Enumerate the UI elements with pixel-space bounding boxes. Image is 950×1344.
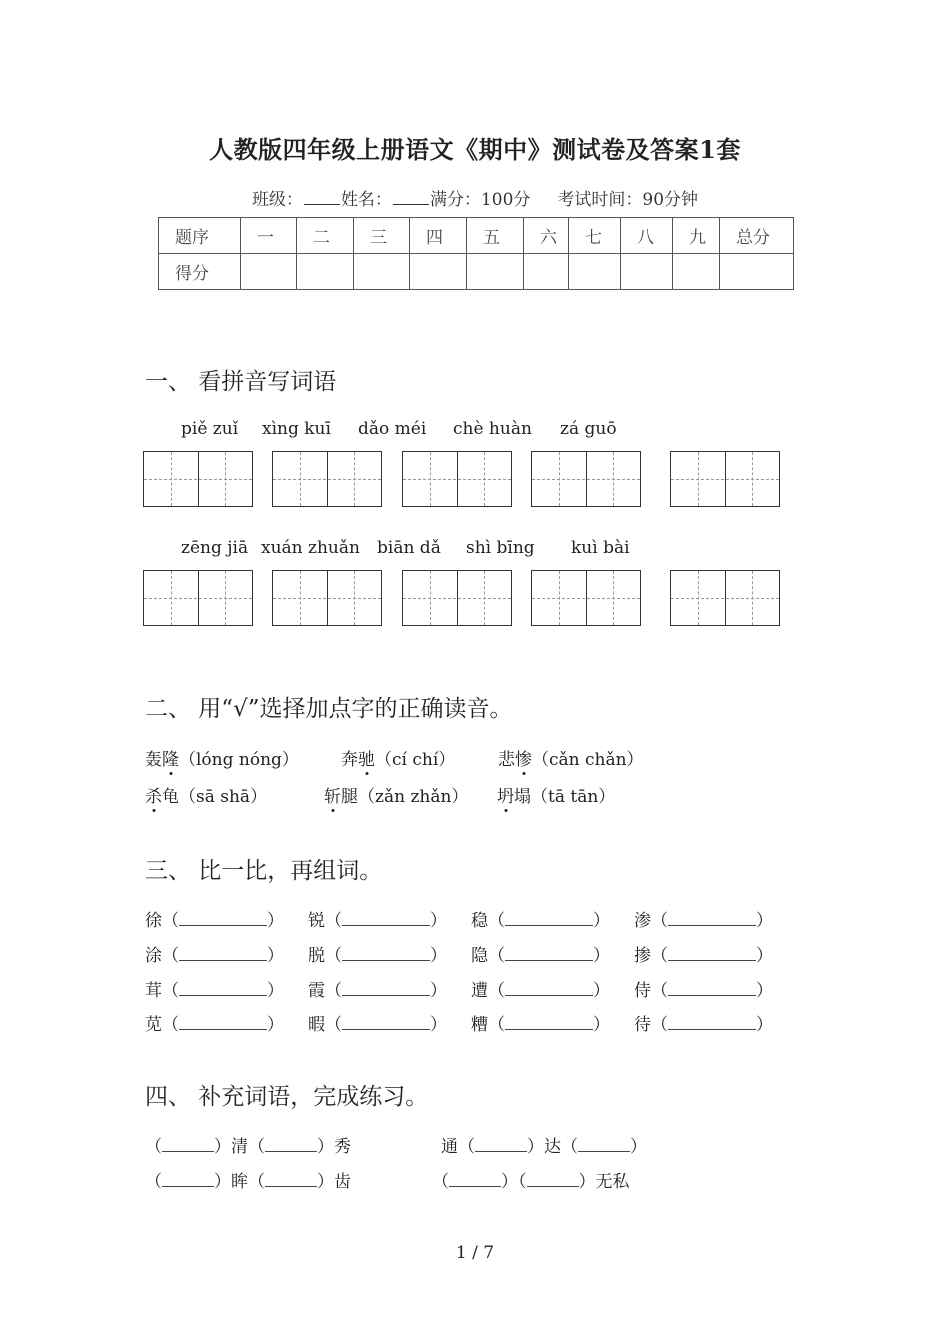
score-cell[interactable] bbox=[297, 254, 354, 290]
word-blank[interactable]: 糟（ ） bbox=[471, 1015, 610, 1035]
pinyin-label: kuì bài bbox=[571, 538, 630, 558]
dotted-char: 惨 bbox=[515, 745, 532, 770]
score-header-cell: 题序 bbox=[159, 218, 241, 254]
pinyin-label: chè huàn bbox=[453, 419, 532, 439]
score-cell[interactable] bbox=[569, 254, 621, 290]
score-header-cell: 三 bbox=[354, 218, 410, 254]
word-blank[interactable]: 脱（ ） bbox=[308, 946, 447, 966]
score-header-cell: 总分 bbox=[720, 218, 794, 254]
section-1-heading: 一、 看拼音写词语 bbox=[145, 369, 337, 395]
word-blank[interactable]: 霞（ ） bbox=[308, 981, 447, 1001]
pinyin-label: piě zuǐ bbox=[181, 419, 239, 439]
score-cell[interactable] bbox=[720, 254, 794, 290]
score-header-cell: 八 bbox=[621, 218, 673, 254]
section-4-heading: 四、 补充词语，完成练习。 bbox=[145, 1084, 429, 1110]
score-header-cell: 九 bbox=[673, 218, 720, 254]
word-blank[interactable]: 侍（ ） bbox=[634, 981, 773, 1001]
word-blank[interactable]: 暇（ ） bbox=[308, 1015, 447, 1035]
full-score: 满分：100分 bbox=[429, 190, 531, 210]
document-title: 人教版四年级上册语文《期中》测试卷及答案1套 bbox=[209, 135, 741, 164]
pinyin-label: zá guō bbox=[560, 419, 617, 439]
dotted-char: 隆 bbox=[162, 745, 179, 770]
idiom-blank[interactable]: （ ）眸（ ）齿 bbox=[145, 1172, 351, 1192]
reading-item[interactable]: 坍塌（tā tān） bbox=[497, 782, 615, 807]
word-blank[interactable]: 苋（ ） bbox=[145, 1015, 284, 1035]
word-blank[interactable]: 遭（ ） bbox=[471, 981, 610, 1001]
score-header-cell: 五 bbox=[467, 218, 524, 254]
word-blank[interactable]: 渗（ ） bbox=[634, 911, 773, 931]
word-blank[interactable]: 涂（ ） bbox=[145, 946, 284, 966]
writing-grid[interactable] bbox=[531, 570, 641, 626]
score-cell[interactable] bbox=[621, 254, 673, 290]
score-header-cell: 六 bbox=[524, 218, 569, 254]
pinyin-label: biān dǎ bbox=[377, 538, 441, 558]
section-2-heading: 二、 用“√”选择加点字的正确读音。 bbox=[145, 696, 513, 722]
exam-info bbox=[0, 185, 950, 210]
dotted-char: 斩 bbox=[324, 782, 341, 807]
writing-grid[interactable] bbox=[272, 451, 382, 507]
pinyin-label: shì bīng bbox=[466, 538, 535, 558]
pinyin-label: xuán zhuǎn bbox=[261, 538, 360, 558]
exam-time: 考试时间：90分钟 bbox=[557, 190, 699, 210]
word-blank[interactable]: 稳（ ） bbox=[471, 911, 610, 931]
score-cell[interactable] bbox=[410, 254, 467, 290]
reading-item[interactable]: 奔驰（cí chí） bbox=[341, 745, 455, 770]
writing-grid[interactable] bbox=[670, 570, 780, 626]
reading-item[interactable]: 轰隆（lóng nóng） bbox=[145, 745, 299, 770]
writing-grid[interactable] bbox=[670, 451, 780, 507]
idiom-blank[interactable]: （ ）清（ ）秀 bbox=[145, 1137, 351, 1157]
word-blank[interactable]: 掺（ ） bbox=[634, 946, 773, 966]
writing-grid[interactable] bbox=[143, 451, 253, 507]
pinyin-label: zēng jiā bbox=[181, 538, 249, 558]
reading-item[interactable]: 悲惨（cǎn chǎn） bbox=[498, 745, 644, 770]
word-blank[interactable]: 待（ ） bbox=[634, 1015, 773, 1035]
score-cell[interactable] bbox=[673, 254, 720, 290]
dotted-char: 杀 bbox=[145, 782, 162, 807]
page-number: 1 / 7 bbox=[455, 1243, 495, 1263]
reading-item[interactable]: 杀龟（sā shā） bbox=[145, 782, 267, 807]
score-cell[interactable] bbox=[524, 254, 569, 290]
score-cell[interactable] bbox=[354, 254, 410, 290]
writing-grid[interactable] bbox=[531, 451, 641, 507]
dotted-char: 驰 bbox=[358, 745, 375, 770]
word-blank[interactable]: 茸（ ） bbox=[145, 981, 284, 1001]
section-3-heading: 三、 比一比，再组词。 bbox=[145, 858, 383, 884]
score-header-cell: 一 bbox=[241, 218, 297, 254]
score-cell[interactable] bbox=[241, 254, 297, 290]
class-label: 班级： bbox=[251, 190, 303, 210]
pinyin-label: dǎo méi bbox=[358, 419, 427, 439]
score-header-cell: 二 bbox=[297, 218, 354, 254]
writing-grid[interactable] bbox=[402, 570, 512, 626]
word-blank[interactable]: 隐（ ） bbox=[471, 946, 610, 966]
idiom-blank[interactable]: 通（ ）达（ ） bbox=[441, 1137, 647, 1157]
score-cell[interactable] bbox=[467, 254, 524, 290]
score-table bbox=[158, 217, 794, 290]
reading-item[interactable]: 斩腿（zǎn zhǎn） bbox=[324, 782, 468, 807]
score-header-cell: 四 bbox=[410, 218, 467, 254]
dotted-char: 坍 bbox=[497, 782, 514, 807]
word-blank[interactable]: 锐（ ） bbox=[308, 911, 447, 931]
pinyin-label: xìng kuī bbox=[262, 419, 331, 439]
name-label: 姓名： bbox=[340, 190, 392, 210]
score-row-label: 得分 bbox=[159, 254, 241, 290]
writing-grid[interactable] bbox=[272, 570, 382, 626]
word-blank[interactable]: 徐（ ） bbox=[145, 911, 284, 931]
idiom-blank[interactable]: （ ）（ ）无私 bbox=[432, 1172, 630, 1192]
writing-grid[interactable] bbox=[143, 570, 253, 626]
score-header-cell: 七 bbox=[569, 218, 621, 254]
writing-grid[interactable] bbox=[402, 451, 512, 507]
